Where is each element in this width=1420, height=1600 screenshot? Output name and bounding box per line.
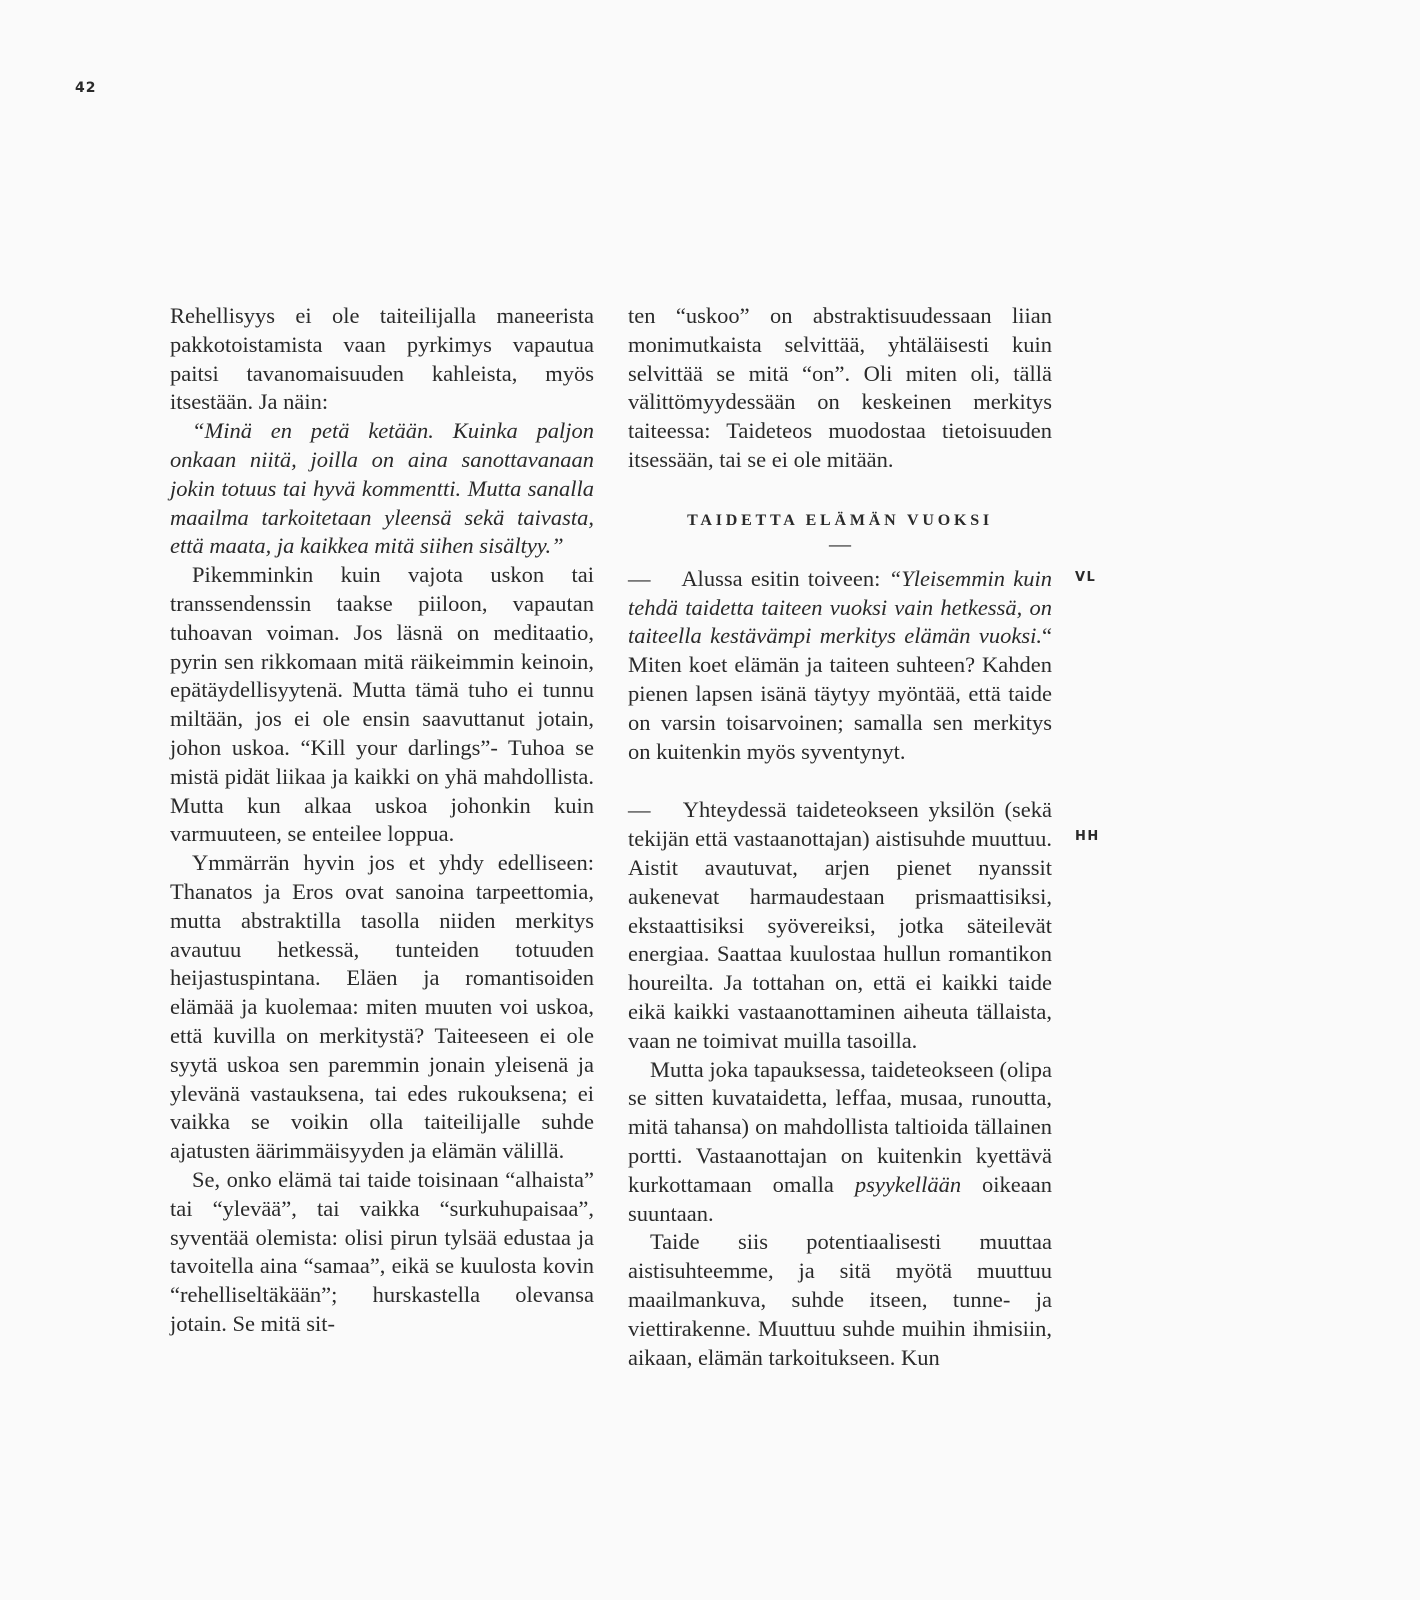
quote-paragraph: “Minä en petä ketään. Kuinka paljon onkaan niitä, joilla on aina sanottavanaan jokin totuus tai hyvä kommentti. Mutta sanalla maailma tarkoitetaan yleensä sekä taivasta, että maata, ja kaikkea mitä siihen sisältyy.” xyxy=(170,418,594,559)
paragraph: Ymmärrän hyvin jos et yhdy edelliseen: Thanatos ja Eros ovat sanoina tarpeettomia, mutta abstraktilla tasolla niiden merkitys avautuu hetkessä, tunteiden totuuden heijastuspintana. Eläen ja romantisoiden elämää ja kuolemaa: miten muuten voi uskoa, että kuvilla on merkitystä? Taiteeseen ei ole syytä uskoa sen paremmin jonain yleisenä ja ylevänä vastauksena, tai edes rukouksena; ei vaikka se voikin olla taiteilijalle suhde ajatusten äärimmäisyyden ja elämän välillä. xyxy=(170,850,594,1164)
question-text: Alussa esitin toiveen: xyxy=(681,565,889,591)
paragraph: Taide siis potentiaalisesti muuttaa aistisuhteemme, ja sitä myötä muuttuu maailmankuva, suhde itseen, tunne- ja viettirakenne. Muuttuu suhde muihin ihmisiin, aikaan, elämän tarkoitukseen. Kun xyxy=(628,1229,1052,1370)
interview-answer xyxy=(628,796,1052,1055)
question-rest: “ Miten koet elämän ja taiteen suhteen? Kahden pienen lapsen isänä täytyy myöntää, että taide on varsin toisarvoinen; samalla sen merkitys on kuitenkin myös syventynyt. xyxy=(628,623,1052,764)
section-dash: — xyxy=(829,530,851,556)
answer-text: Yhteydessä taideteokseen yksilön (sekä tekijän että vastaanottajan) aistisuhde muuttuu. Aistit avautuvat, arjen pienet nyanssit aukenevat harmaudestaan prismaattisiksi, ekstaattisiksi syövereiksi, jotka säteilevät energiaa. Saattaa kuulostaa hullun romantikon houreilta. Ja tottahan on, että ei kaikki taide eikä kaikki vastaanottaminen aiheuta tällaista, vaan ne toimivat muilla tasoilla. xyxy=(628,797,1052,1053)
paragraph: Se, onko elämä tai taide toisinaan “alhaista” tai “ylevää”, tai vaikka “surkuhupaisaa”, syventää olemista: olisi pirun tylsää edustaa ja tavoitella aina “samaa”, eikä se kuulosta kovin “rehelliseltäkään”; hurskastella olevansa jotain. Se mitä sit- xyxy=(170,1166,594,1336)
interview-question xyxy=(628,565,1052,767)
left-column xyxy=(170,302,594,1339)
paragraph: ten “uskoo” on abstraktisuudessaan liian monimutkaista selvittää, yhtäläisesti kuin selvittää se mitä “on”. Oli miten oli, tällä välittömyydessään on keskeinen merkitys taiteessa: Taideteos muodostaa tietoisuuden itsessään, tai se ei ole mitään. xyxy=(628,303,1052,472)
page-number: 42 xyxy=(75,80,97,96)
speaker-tag-answer: HH xyxy=(1075,829,1100,844)
right-column xyxy=(628,302,1052,1372)
answer-dash: — xyxy=(628,797,651,823)
paragraph-text: Mutta joka tapauksessa, taideteokseen (olipa se sitten kuvataidetta, leffaa, musaa, runoutta, mitä tahansa) on mahdollista taltioida tällainen portti. Vastaanottajan on kuitenkin kyettävä kurkottamaan omalla xyxy=(628,1056,1052,1197)
section-heading: TAIDETTA ELÄMÄN VUOKSI xyxy=(687,511,993,529)
emphasis: psyykellään xyxy=(854,1171,962,1197)
paragraph xyxy=(628,1056,1052,1229)
question-quote: “Yleisemmin kuin tehdä taidetta taiteen vuoksi vain hetkessä, on taiteella kestävämpi merkitys elämän vuoksi. xyxy=(628,565,1053,649)
question-dash: — xyxy=(628,565,651,591)
paragraph: Pikemminkin kuin vajota uskon tai transsendenssin taakse piiloon, vapautan tuhoavan voiman. Jos läsnä on meditaatio, pyrin sen rikkomaan mitä räikeimmin keinoin, epätäydellisyytenä. Mutta tämä tuho ei tunnu miltään, jos ei ole ensin saavuttanut jotain, johon uskoa. “Kill your darlings”- Tuhoa se mistä pidät liikaa ja kaikki on yhä mahdollista. Mutta kun alkaa uskoa johonkin kuin varmuuteen, se enteilee loppua. xyxy=(170,562,594,847)
paragraph-text: oikeaan suuntaan. xyxy=(628,1171,1052,1226)
speaker-tag-question: VL xyxy=(1075,570,1097,585)
paragraph: Rehellisyys ei ole taiteilijalla maneerista pakkotoistamista vaan pyrkimys vapautua paitsi tavanomaisuuden kahleista, myös itsestään. Ja näin: xyxy=(170,303,594,415)
